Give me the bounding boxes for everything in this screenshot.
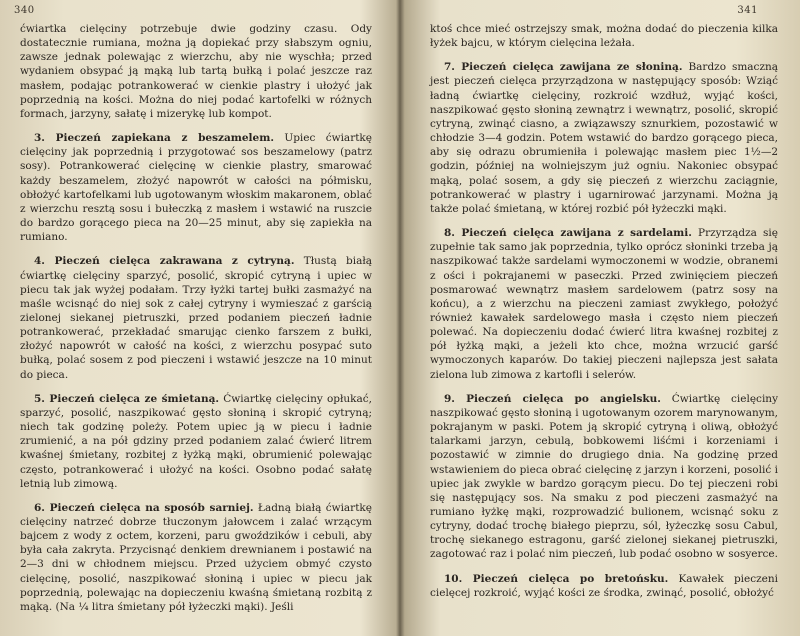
recipe-9 (430, 392, 778, 562)
recipe-heading: 7. Pieczeń cielęca zawijana ze słoniną. (444, 61, 683, 74)
recipe-body: Ćwiartkę cielęciny naszpikować gęsto słoniną i ugotowanym ozorem marynowanym, pokrajanym w paski. Potem ją skropić cytryną i oliwą, obłożyć talarkami jarzyn, cebulą, bobkowemi liśćmi i korzeniami i pozostawić w zimnie do drugiego dnia. Na godzinę przed wstawieniem do pieca obrać cielęcinę z jarzyn i korzeni, posolić i upiec jak zwykle w bardzo gorącym piecu. Do tej pieczeni robi się następujący sos. Na smaku z pod pieczeni zasmażyć na rumiano łyżkę mąki, rozprowadzić bulionem, wcisnąć soku z cytryny, dodać trochę białego pieprzu, sól, łyżeczkę sosu Cabul, trochę siekanego estragonu, garść zielonej siekanej pietruszki, zagotować raz i polać nim pieczeń, lub podać osobno w sosyerce. (430, 392, 778, 561)
right-intro-paragraph: ktoś chce mieć ostrzejszy smak, można dodać do pieczenia kilka łyżek bajcu, w którym cielęcina leżała. (430, 23, 778, 50)
recipe-heading: 6. Pieczeń cielęca na sposób sarniej. (34, 501, 254, 514)
recipe-body: Kawałek pieczeni cielęcej rozkroić, wyjąć kości ze środka, zwinąć, posolić, obłożyć (430, 572, 778, 599)
recipe-heading: 3. Pieczeń zapiekana z beszamelem. (34, 132, 274, 145)
recipe-10 (430, 572, 778, 600)
recipe-heading: 8. Pieczeń cielęca zawijana z sardelami. (444, 227, 692, 240)
recipe-6 (20, 501, 372, 614)
recipe-heading: 4. Pieczeń cielęca zakrawana z cytryną. (34, 255, 295, 268)
left-intro-paragraph: ćwiartka cielęciny potrzebuje dwie godziny czasu. Ody dostatecznie rumiana, można ją dopiekać przy słabszym ogniu, zawsze jednak polewając z wierzchu, aby nie wyschła; przed wydaniem obsypać ją mąką lub tartą bułką i polać jeszcze raz masłem, podając potrankowerać w cienkie plastry i ułożyć jak poprzednią na kości. Można do niej podać kartofelki w różnych formach, jarzyny, sałatę i mizerykę lub kompot. (20, 23, 372, 120)
recipe-5 (20, 392, 372, 491)
recipe-8 (430, 226, 778, 382)
recipe-body: Ćwiartkę cielęciny opłukać, sparzyć, posolić, naszpikować gęsto słoniną i skropić cytryną; niech tak godzinę poleży. Potem upiec ją w piecu i ładnie zrumienić, a na pół gdziny przed podaniem zalać ćwierć litrem kwaśnej śmietany, rozbitej z łyżką mąki, obrumienić polewając często, potrankowerać i ułożyć na kości. Osobno podać sałatę letnią lub zimową. (20, 392, 372, 490)
page-number-right: 341 (737, 5, 758, 16)
recipe-heading: 10. Pieczeń cielęca po bretońsku. (444, 572, 669, 585)
recipe-body: Tłustą białą ćwiartkę cielęciny sparzyć, posolić, skropić cytryną i upiec w piecu tak jak wyżej podałam. Trzy łyżki tartej bułki zasmażyć na maśle wcisnąć do niej sok z całej cytryny i wymieszać z garścią zielonej siekanej pietruszki, przed podaniem pieczeń ładnie potrankowerać, przekładać smarując cienko farszem z bułki, złożyć napowrót w całość na kości, z wierzchu posypać suto bułką, polać sosem z pod pieczeni i wstawić jeszcze na 10 minut do pieca. (20, 255, 373, 381)
recipe-body: Bardzo smaczną jest pieczeń cielęca przyrządzona w następujący sposób: Wziąć ładną ćwiartkę cielęciny, rozkroić wzdłuż, wyjąć kości, naszpikować gęsto słoniną zewnątrz i wewnątrz, posolić, skropić cytryną, zwinąć ciasno, a związawszy sznurkiem, pozostawić w chłodzie 3—4 godzin. Potem wstawić do bardzo gorącego pieca, aby się odrazu obrumieniła i polewając masłem piec 1½—2 godzin, później na wolniejszym już ogniu. Nakoniec obsypać mąką, polać sosem, a gdy się pieczeń z wierzchu zaciągnie, potrankowerać w plastry i ugarnirować jarzynami. Można ją także polać śmietaną, w której rozbić pół łyżeczki mąki. (430, 61, 778, 215)
recipe-body: Upiec ćwiartkę cielęciny jak poprzednią i przygotować sos beszamelowy (patrz sosy). Potrankowerać cielęcinę w cienkie plastry, smarować każdy beszamelem, złożyć napowrót w całości na półmisku, obłożyć kartofelkami lub ugotowanym włoskim makaronem, oblać z wierzchu resztą sosu i bułeczką z masłem i wstawić na ruszcie do bardzo gorącego pieca na 20—25 minut, aby się zapiekła na rumiano. (20, 132, 373, 244)
recipe-7 (430, 60, 778, 216)
right-page (400, 0, 800, 636)
page-number-left: 340 (14, 5, 35, 16)
recipe-3 (20, 131, 372, 244)
recipe-body: Ładną białą ćwiartkę cielęciny natrzeć dobrze tłuczonym jałowcem i zalać wrzącym bajcem z wody z octem, korzeni, paru gwoździków i cebuli, aby była cała zakryta. Przycisnąć denkiem drewnianem i postawić na 2—3 dni w chłodnem miejscu. Przed użyciem obmyć czysto cielęcinę, posolić, naszpikować słoniną i upiec w piecu jak poprzednią, polewając na dopieczeniu kwaśną śmietaną rozbitą z mąką. (Na ¼ litra śmietany pół łyżeczki mąki). Jeśli (20, 501, 373, 613)
recipe-heading: 9. Pieczeń cielęca po angielsku. (444, 392, 661, 405)
recipe-body: Przyrządza się zupełnie tak samo jak poprzednia, tylko oprócz słoninki trzeba ją naszpikować także sardelami wymoczonemi w wodzie, obranemi z ości i pokrajanemi w paseczki. Przed zwinięciem pieczeń posmarować wewnątrz masłem sardelowem (patrz sosy na końcu), a z wierzchu na pieczeni zamiast zwykłego, położyć również kawałek sardelowego masła i często niem pieczeń polewać. Na dopieczeniu dodać ćwierć litra kwaśnej rozbitej z pół łyżką mąki, a jeżeli kto chce, można wrzucić garść wymoczonych kaparów. Do takiej pieczeni najlepsza jest sałata zielona lub zimowa z kartofli i selerów. (430, 227, 778, 381)
recipe-heading: 5. Pieczeń cielęca ze śmietaną. (34, 392, 220, 405)
recipe-4 (20, 254, 372, 381)
